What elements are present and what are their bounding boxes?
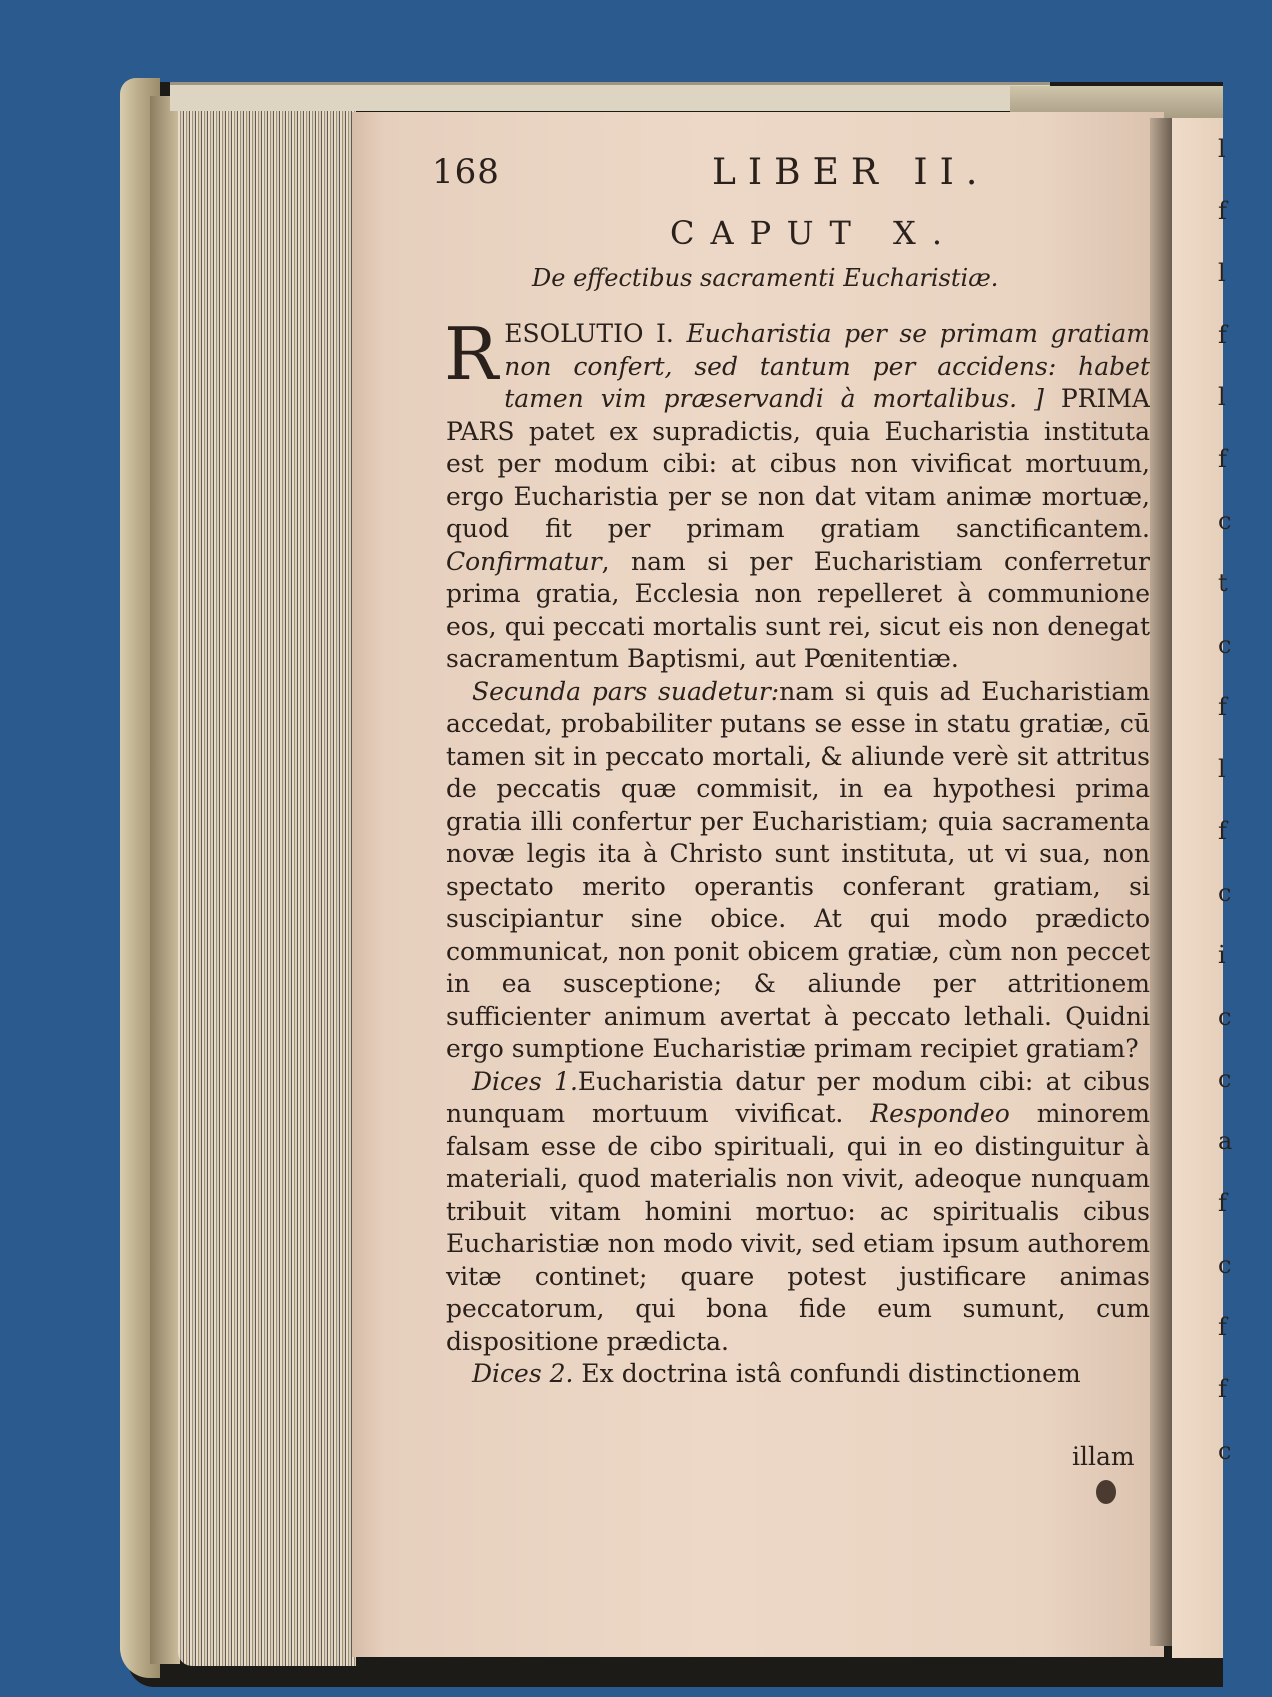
- facing-page-letter: l: [1218, 135, 1226, 163]
- page-edges: [178, 106, 356, 1666]
- respondeo-label: Respondeo: [870, 1099, 1010, 1128]
- chapter-title: De effectibus sacramenti Eucharistiæ.: [532, 264, 999, 292]
- catchword: illam: [1072, 1442, 1135, 1471]
- book-spine: [150, 96, 180, 1664]
- facing-page-letter: l: [1218, 259, 1226, 287]
- page-number: 168: [432, 152, 500, 192]
- facing-page-edge: [1172, 118, 1233, 1658]
- facing-page-letter: l: [1218, 383, 1226, 411]
- facing-page-letter: c: [1218, 1251, 1232, 1279]
- facing-page-letter: c: [1218, 1437, 1232, 1465]
- resolution-thesis: Eucharistia per se primam gratiam non confert, sed tantum per accidens: habet tamen vim præservandi à mortalibus. ]: [504, 319, 1150, 413]
- chapter-heading: CAPUT X.: [670, 214, 958, 252]
- facing-page-letter: f: [1218, 197, 1227, 225]
- facing-page-letter: c: [1218, 1065, 1232, 1093]
- facing-page-letter: f: [1218, 321, 1227, 349]
- dices1-paragraph: [446, 1066, 1150, 1359]
- dices1-label: Dices 1.: [472, 1066, 578, 1096]
- facing-page-letter: t: [1218, 569, 1228, 597]
- secunda-paragraph: [446, 676, 1150, 1066]
- dices2-paragraph: [446, 1358, 1150, 1391]
- secunda-text: nam si quis ad Eucharistiam accedat, probabiliter putans se esse in statu gratiæ, cū tamen sit in peccato mortali, & aliunde verè sit attritus de peccatis quæ commisit, in ea hypothesi prima gratia illi confertur per Eucharistiam; quia sacramenta novæ legis ita à Christo sunt instituta, ut vi sua, non spectato merito operantis conferant gratiam, si suscipiantur sine obice. At qui modo prædicto communicat, non ponit obicem gratiæ, cùm non peccet in ea susceptione; & aliunde per attritionem sufficienter animum avertat à peccato lethali. Quidni ergo sumptione Eucharistiæ primam recipiet gratiam?: [446, 676, 1150, 1063]
- dices2-label: Dices 2.: [472, 1359, 574, 1388]
- resolution-head: ESOLUTIO I.: [504, 319, 674, 348]
- dices1-text: Eucharistia datur per modum cibi: at cibus nunquam mortuum vivificat.: [446, 1066, 1150, 1128]
- facing-page-letter: c: [1218, 507, 1232, 535]
- facing-page-letter: i: [1218, 941, 1226, 969]
- respondeo-text: minorem falsam esse de cibo spirituali, qui in eo distinguitur à materiali, quod materialis non vivit, adeoque nunquam tribuit vitam homini mortuo: ac spiritualis cibus Eucharistiæ non modo vivit, sed etiam ipsum authorem vitæ continet; quare potest justificare animas peccatorum, qui bona fide eum sumunt, cum dispositione prædicta.: [446, 1099, 1150, 1356]
- facing-page-letter: f: [1218, 693, 1227, 721]
- resolution-paragraph: [444, 312, 1150, 676]
- facing-page-letter: c: [1218, 879, 1232, 907]
- facing-page-letter: a: [1218, 1127, 1233, 1155]
- resolution-body: PRIMA PARS patet ex supradictis, quia Eucharistia instituta est per modum cibi: at cibus non vivificat mortuum, ergo Eucharistia per se non dat vitam animæ mortuæ, quod fit per primam gratiam sanctificantem.: [446, 384, 1150, 543]
- confirmatur-label: Confirmatur: [446, 546, 602, 576]
- page-gutter: [1150, 118, 1172, 1646]
- facing-page-letter: f: [1218, 1375, 1227, 1403]
- facing-page-letter: c: [1218, 1003, 1232, 1031]
- facing-page-letter: f: [1218, 1313, 1227, 1341]
- page-top-edge: [170, 82, 1050, 111]
- dices2-text: Ex doctrina istâ confundi distinctionem: [581, 1359, 1081, 1388]
- confirmatur-text: , nam si per Eucharistiam conferretur prima gratia, Ecclesia non repelleret à communione eos, qui peccati mortalis sunt rei, sicut eis non denegat sacramentum Baptismi, aut Pœnitentiæ.: [446, 546, 1150, 673]
- running-head: LIBER II.: [712, 152, 990, 193]
- drop-cap: R: [444, 312, 499, 396]
- facing-page-letter: l: [1218, 755, 1226, 783]
- body-text: [444, 312, 1150, 1391]
- facing-page-letter: c: [1218, 631, 1232, 659]
- ink-spot: [1096, 1480, 1116, 1504]
- book-page: [352, 112, 1164, 1657]
- facing-page-letter: f: [1218, 445, 1227, 473]
- facing-page-letter: f: [1218, 817, 1227, 845]
- secunda-label: Secunda pars suadetur:: [472, 676, 780, 706]
- facing-page-letter: f: [1218, 1189, 1227, 1217]
- page-header: [432, 152, 1272, 202]
